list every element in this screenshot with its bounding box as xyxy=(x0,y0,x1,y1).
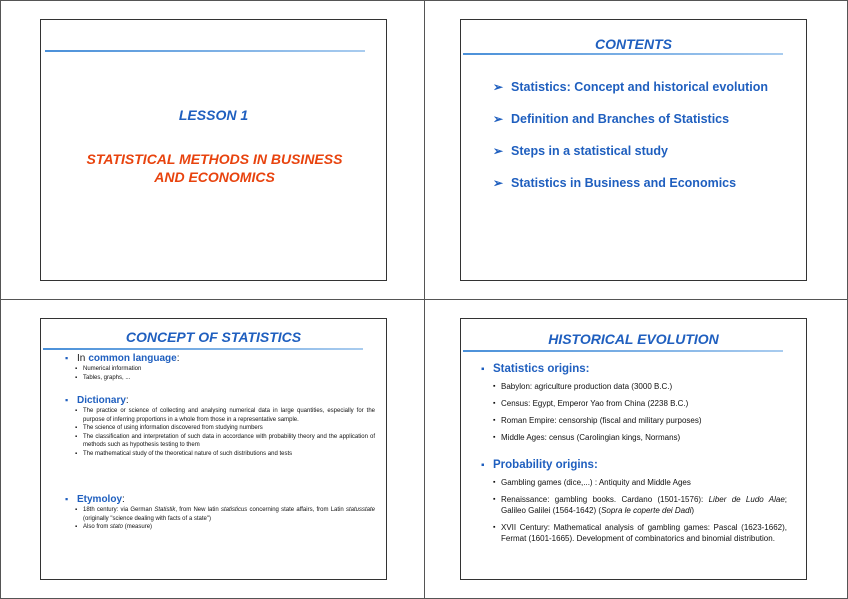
section-heading xyxy=(481,459,791,471)
list-item: ▪ Roman Empire: censorship (fiscal and military purposes) xyxy=(493,415,787,426)
section-heading xyxy=(65,353,375,364)
square-bullet-icon: ▪ xyxy=(481,460,485,471)
contents-list xyxy=(493,80,768,208)
heading-label: common language xyxy=(88,353,177,364)
item-list xyxy=(75,365,375,382)
text-run-italic: Sopra le coperte dei Dadi xyxy=(601,506,692,515)
text-run-italic: stato xyxy=(110,524,124,530)
text-run: ) xyxy=(691,506,695,515)
list-item: ▪ The classification and interpretation of such data in accordance with probability theory and the application of methods such as hypothesis testing to them xyxy=(75,433,375,450)
contents-item-label: Definition and Branches of Statistics xyxy=(511,112,730,126)
item-list xyxy=(493,477,791,544)
list-item: ▪ The practice or science of collecting and analysing numerical data in large quantities, especially for the purpose of inferring proportions in a whole from those in a representative sample. xyxy=(75,407,375,424)
section-probability-origins xyxy=(481,459,791,550)
arrow-bullet-icon: ➢ xyxy=(493,144,504,158)
list-item: ▪ Census: Egypt, Emperor Yao from China (2238 B.C.) xyxy=(493,398,787,409)
section-etymology xyxy=(65,494,375,532)
item-list xyxy=(75,407,375,458)
text-run: 18th century: via German xyxy=(83,507,155,513)
list-item xyxy=(75,523,375,532)
list-item xyxy=(493,494,787,516)
text-run-italic: Liber de Ludo Alae xyxy=(708,495,785,504)
title-rule xyxy=(463,350,783,352)
text-run: (measure) xyxy=(123,524,153,530)
horizontal-divider xyxy=(0,299,848,300)
slide-contents xyxy=(460,19,807,281)
slide-concept xyxy=(40,318,387,580)
arrow-bullet-icon: ➢ xyxy=(493,112,504,126)
heading-prefix: In xyxy=(77,353,86,364)
item-list xyxy=(75,506,375,532)
text-run: Also from xyxy=(83,524,111,530)
list-item: ▪ Numerical information xyxy=(75,365,375,374)
square-bullet-icon: ▪ xyxy=(65,494,69,504)
heading-label: Statistics origins: xyxy=(493,363,590,375)
section-common-language xyxy=(65,353,375,382)
heading-suffix: : xyxy=(122,494,125,505)
section-heading xyxy=(481,363,791,375)
lesson-title-line2: AND ECONOMICS xyxy=(154,169,275,185)
text-run: (originally "science dealing with facts of a state") xyxy=(83,515,211,522)
heading-suffix: : xyxy=(125,395,129,406)
text-run: , from New latin xyxy=(175,507,221,513)
lesson-title xyxy=(61,150,368,186)
section-dictionary xyxy=(65,395,375,458)
square-bullet-icon: ▪ xyxy=(65,395,69,405)
list-item: ▪ Tables, graphs, ... xyxy=(75,374,375,383)
heading-suffix: : xyxy=(176,353,180,364)
list-item: ▪ XVII Century: Mathematical analysis of gambling games: Pascal (1623-1662), Fermat (1601-1665). Development of combinatorics and binomial distribution. xyxy=(493,522,787,544)
text-run-italic: statisticus xyxy=(220,507,248,513)
contents-item-label: Statistics: Concept and historical evolution xyxy=(511,80,768,94)
arrow-bullet-icon: ➢ xyxy=(493,176,504,190)
list-item: ▪ Babylon: agriculture production data (3000 B.C.) xyxy=(493,381,787,392)
contents-item xyxy=(493,144,768,176)
contents-item xyxy=(493,80,768,112)
heading-label: Etymoloy xyxy=(77,494,123,505)
slide-historical xyxy=(460,318,807,580)
arrow-bullet-icon: ➢ xyxy=(493,80,504,94)
text-run-italic: statusstate xyxy=(345,507,375,513)
section-heading xyxy=(65,494,375,505)
list-item: ▪ Gambling games (dice,...) : Antiquity and Middle Ages xyxy=(493,477,787,488)
contents-item-label: Steps in a statistical study xyxy=(511,144,668,158)
list-item: ▪ The mathematical study of the theoretical nature of such distributions and tests xyxy=(75,450,375,459)
heading-label: Dictionary xyxy=(77,395,126,406)
square-bullet-icon: ▪ xyxy=(65,353,69,363)
slide-heading: HISTORICAL EVOLUTION xyxy=(548,331,719,347)
contents-item-label: Statistics in Business and Economics xyxy=(511,176,737,190)
item-list xyxy=(493,381,791,443)
list-item: ▪ The science of using information discovered from studying numbers xyxy=(75,424,375,433)
slide-heading: CONTENTS xyxy=(595,36,672,52)
list-item xyxy=(75,506,375,523)
heading-label: Probability origins: xyxy=(493,459,598,471)
text-run: Renaissance: gambling books. Cardano (1501-1576): xyxy=(501,495,709,504)
text-run-italic: Statistik xyxy=(154,507,176,513)
list-item: ▪ Middle Ages: census (Carolingian kings, Normans) xyxy=(493,432,787,443)
slide-title xyxy=(40,19,387,281)
lesson-title-line1: STATISTICAL METHODS IN BUSINESS xyxy=(86,151,343,167)
contents-item xyxy=(493,112,768,144)
title-rule xyxy=(43,348,363,350)
slide-heading: CONCEPT OF STATISTICS xyxy=(125,329,302,345)
contents-item xyxy=(493,176,768,208)
section-statistics-origins xyxy=(481,363,791,449)
lesson-number: LESSON 1 xyxy=(178,107,249,123)
square-bullet-icon: ▪ xyxy=(481,364,485,375)
section-heading xyxy=(65,395,375,406)
title-rule xyxy=(463,53,783,55)
text-run: ; Galileo Galilei (1564-1642) ( xyxy=(501,495,787,515)
title-rule xyxy=(45,50,365,52)
text-run: concerning state affairs, from Latin xyxy=(247,507,346,513)
